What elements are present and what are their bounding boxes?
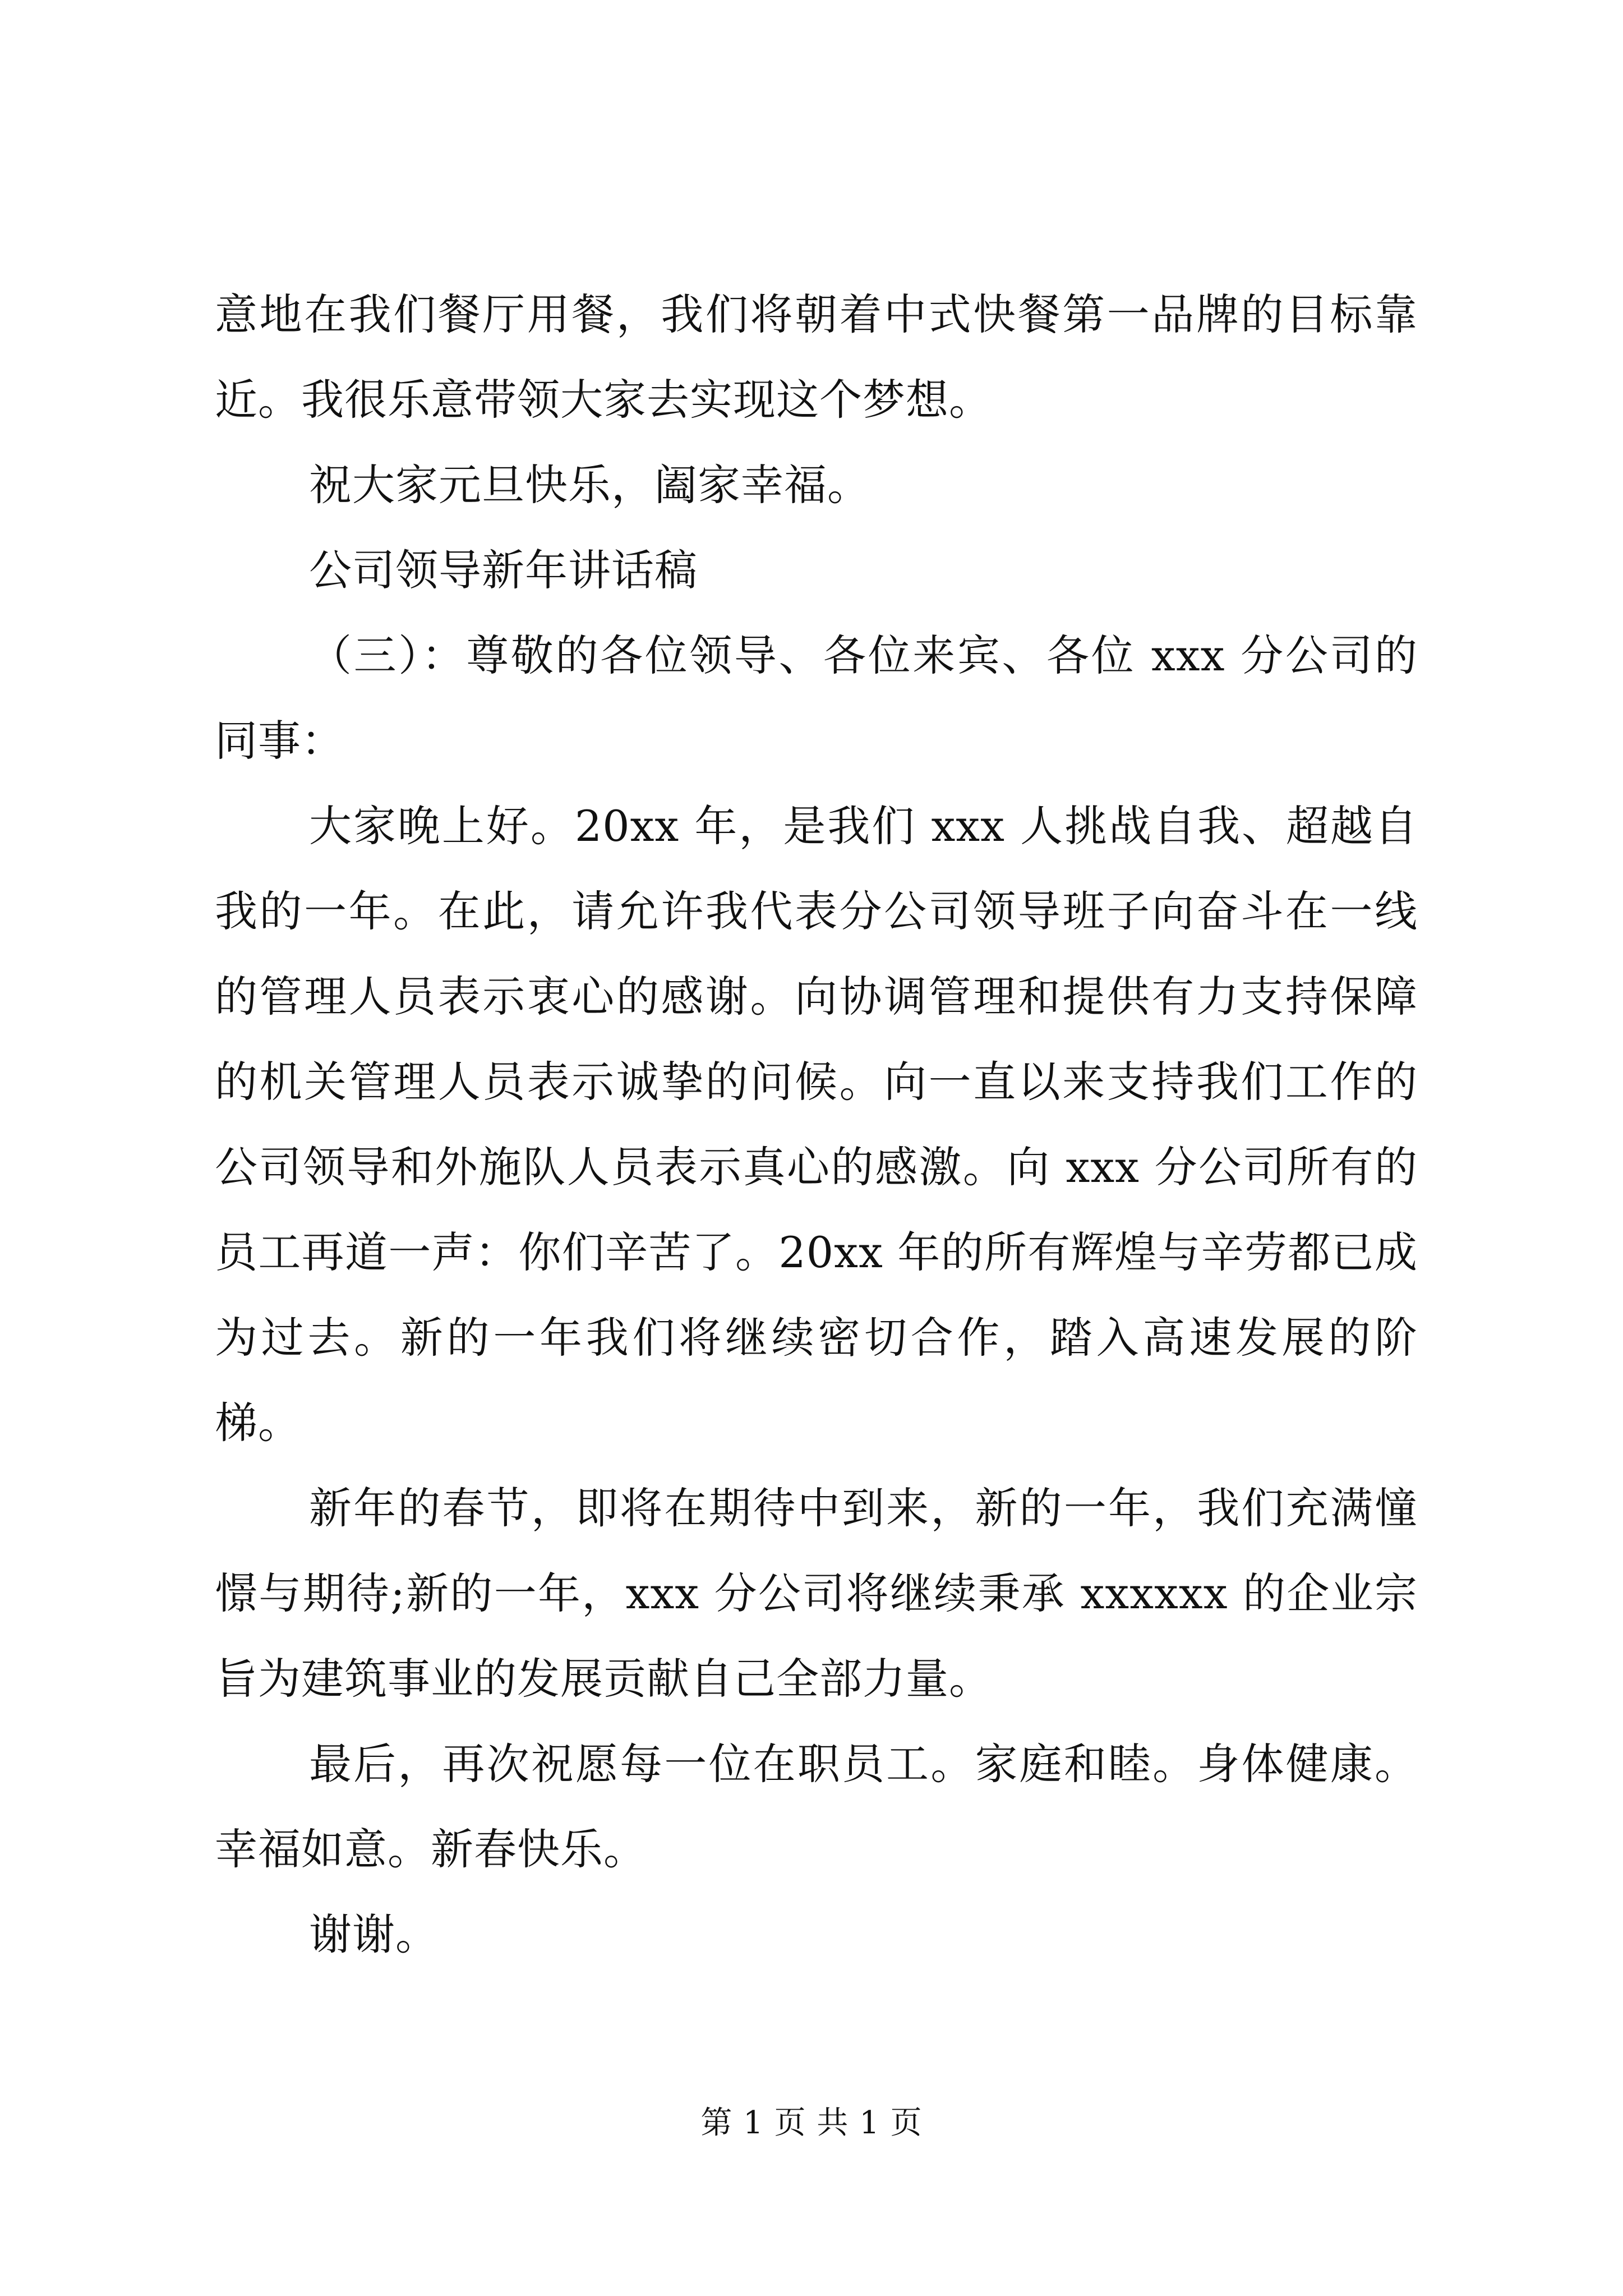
paragraph-closing-wishes: 最后，再次祝愿每一位在职员工。家庭和睦。身体健康。幸福如意。新春快乐。 (215, 1739, 1418, 1874)
page-footer: 第 1 页 共 1 页 (700, 2105, 923, 2141)
paragraph-continuation: 意地在我们餐厅用餐，我们将朝着中式快餐第一品牌的目标靠近。我很乐意带领大家去实现这个梦想。 (215, 289, 1418, 425)
paragraph-greeting: 祝大家元旦快乐，阖家幸福。 (309, 460, 870, 510)
paragraph-salutation: （三）：尊敬的各位领导、各位来宾、各位 xxx 分公司的同事： (215, 631, 1418, 766)
document-body (215, 272, 1418, 1977)
paragraph-body-1: 大家晚上好。20xx 年，是我们 xxx 人挑战自我、超越自我的一年。在此，请允许我代表分公司领导班子向奋斗在一线的管理人员表示衷心的感谢。向协调管理和提供有力支持保障的机关管理人员表示诚挚的问候。向一直以来支持我们工作的公司领导和外施队人员表示真心的感激。向 xxx 分公司所有的员工再道一声：你们辛苦了。20xx 年的所有辉煌与辛劳都已成为过去。新的一年我们将继续密切合作，踏入高速发展的阶梯。 (215, 801, 1418, 1448)
section-title: 公司领导新年讲话稿 (309, 545, 698, 595)
paragraph-body-2: 新年的春节，即将在期待中到来，新的一年，我们充满憧憬与期待;新的一年，xxx 分公司将继续秉承 xxxxxx 的企业宗旨为建筑事业的发展贡献自己全部力量。 (215, 1483, 1418, 1704)
paragraph-thanks: 谢谢。 (309, 1910, 439, 1959)
